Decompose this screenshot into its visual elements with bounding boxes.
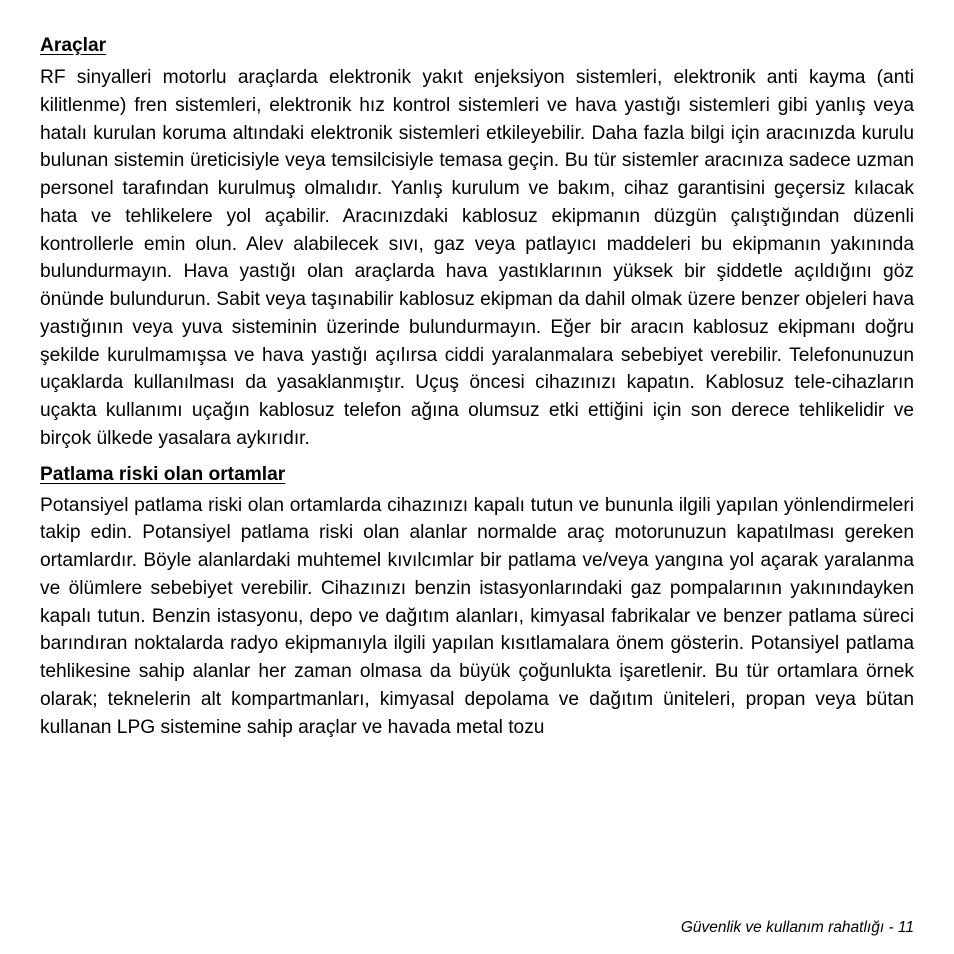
section-body-vehicles: RF sinyalleri motorlu araçlarda elektronik yakıt enjeksiyon sistemleri, elektronik anti kayma (anti kilitlenme) fren sistemleri, elektronik hız kontrol sistemleri ve hava yastığı sistemleri gibi yanlış veya hatalı kurulan koruma altındaki elektronik sistemleri etkileyebilir. Daha fazla bilgi için aracınızda kurulu bulunan sistemin üreticisiyle veya temsilcisiyle temasa geçin. Bu tür sistemler aracınıza sadece uzman personel tarafından kurulmuş olmalıdır. Yanlış kurulum ve bakım, cihaz garantisini geçersiz kılacak hata ve tehlikelere yol açabilir. Aracınızdaki kablosuz ekipmanın düzgün çalıştığından düzenli kontrollerle emin olun. Alev alabilecek sıvı, gaz veya patlayıcı maddeleri bu ekipmanın yakınında bulundurmayın. Hava yastığı olan araçlarda hava yastıklarının yüksek bir şiddetle açıldığını göz önünde bulundurun. Sabit veya taşınabilir kablosuz ekipman da dahil olmak üzere benzer objeleri hava yastığının veya yuva sisteminin üzerinde bulundurmayın. Eğer bir aracın kablosuz ekipmanı doğru şekilde kurulmamışsa ve hava yastığı açılırsa ciddi yaralanmalara sebebiyet verebilir. Telefonunuzun uçaklarda kullanılması da yasaklanmıştır. Uçuş öncesi cihazınızı kapatın. Kablosuz tele-cihazların uçakta kullanımı uçağın kablosuz telefon ağına olumsuz etki ettiğini için son derece tehlikelidir ve birçok ülkede yasalara aykırıdır. [40,67,914,449]
document-page [40,32,914,741]
section-heading-explosive-environments: Patlama riski olan ortamlar [40,463,286,485]
page-footer: Güvenlik ve kullanım rahatlığı - 11 [680,919,914,936]
section-heading-vehicles: Araçlar [40,35,107,56]
section-body-explosive-environments: Potansiyel patlama riski olan ortamlarda cihazınızı kapalı tutun ve bununla ilgili yapılan yönlendirmeleri takip edin. Potansiyel patlama riski olan alanlar normalde araç motorunuzun kapatılması gereken ortamlardır. Böyle alanlardaki muhtemel kıvılcımlar bir patlama ve/veya yangına yol açarak yaralanma ve ölümlere sebebiyet verebilir. Cihazınızı benzin istasyonlarındaki gaz pompalarının yakınındayken kapalı tutun. Benzin istasyonu, depo ve dağıtım alanları, kimyasal fabrikalar ve benzer patlama süreci barındıran noktalarda radyo ekipmanıyla ilgili yapılan kısıtlamalara önem gösterin. Potansiyel patlama tehlikesine sahip alanlar her zaman olmasa da büyük çoğunlukta işaretlenir. Bu tür ortamlara örnek olarak; teknelerin alt kompartmanları, kimyasal depolama ve dağıtım üniteleri, propan veya bütan kullanan LPG sistemine sahip araçlar ve havada metal tozu [40,494,914,738]
